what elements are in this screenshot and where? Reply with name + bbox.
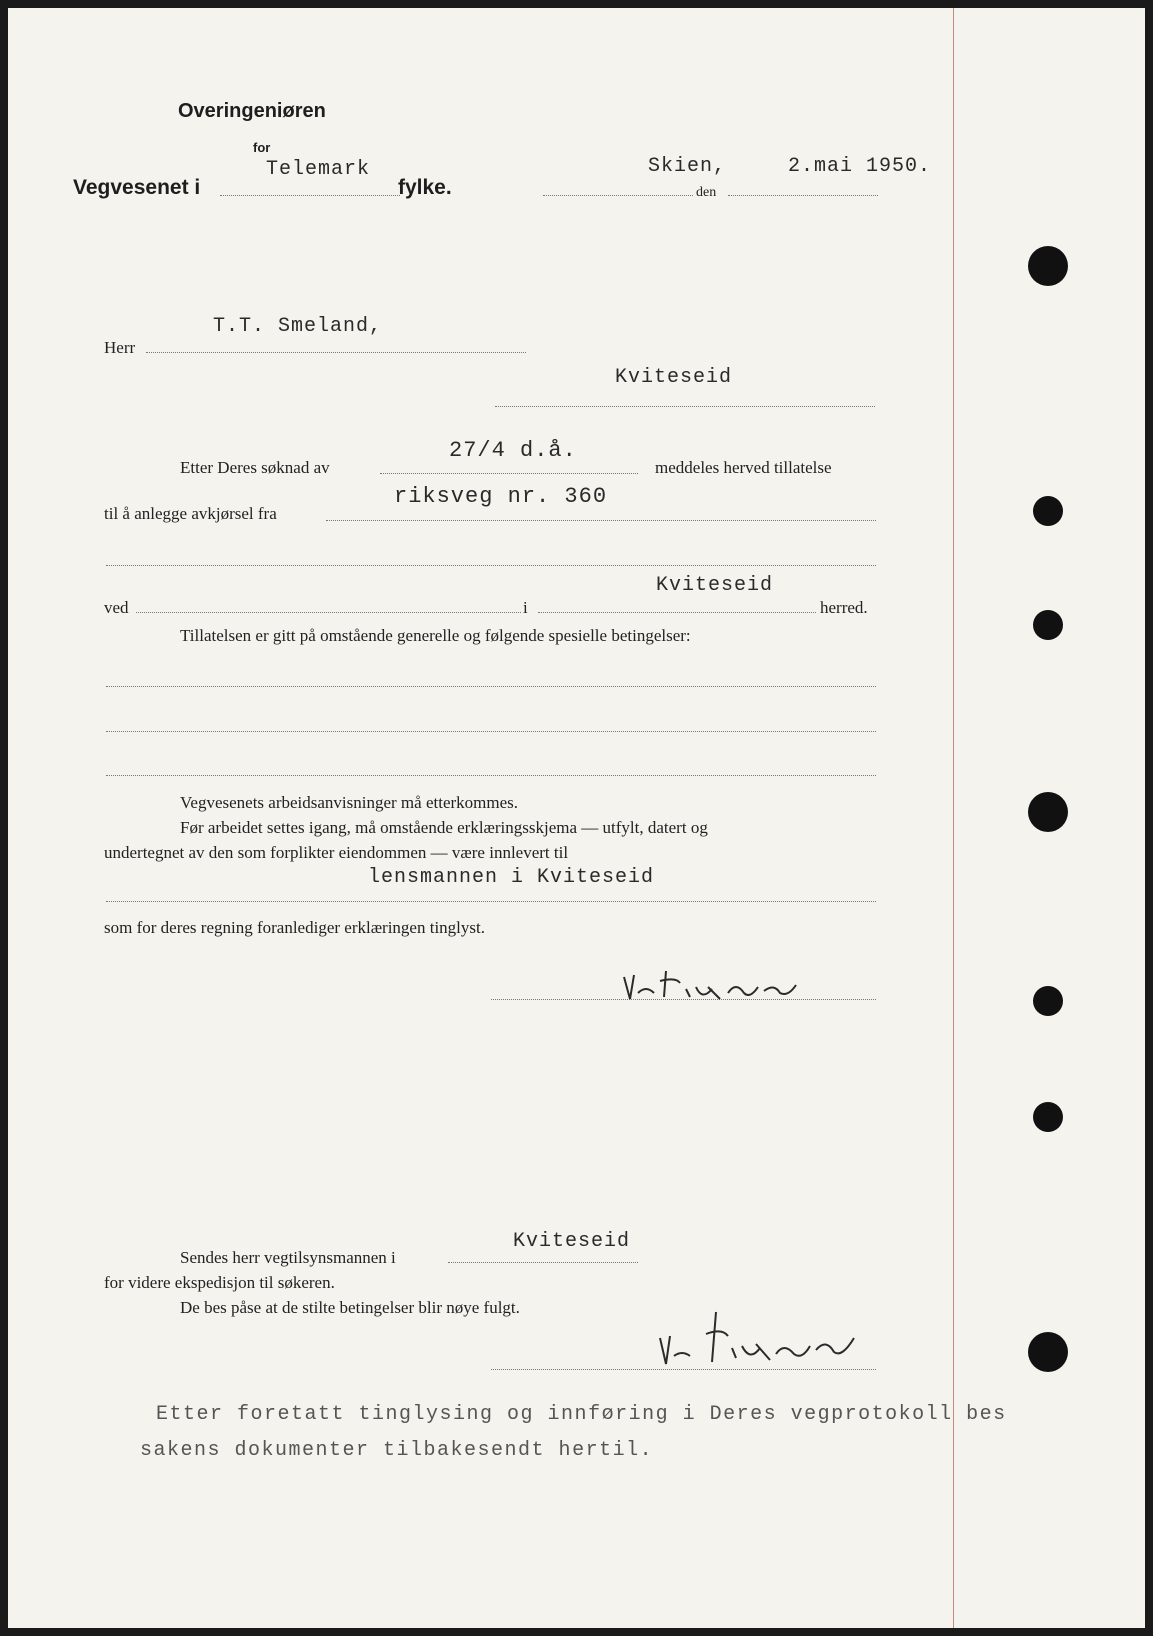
- application-date-line: [380, 473, 638, 474]
- footer-note-line-2: sakens dokumenter tilbakesendt hertil.: [140, 1439, 654, 1462]
- recipient-office-line: [106, 901, 876, 902]
- conditions-intro: Tillatelsen er gitt på omstående generelle og følgende spesielle betingelser:: [180, 626, 691, 645]
- county-line: [220, 195, 400, 196]
- punch-hole: [1028, 792, 1068, 832]
- forwarding-place: Kviteseid: [513, 1230, 631, 1253]
- purpose-label: til å anlegge avkjørsel fra: [104, 504, 277, 523]
- red-margin-line: [953, 8, 954, 1628]
- condition-line: [106, 731, 876, 732]
- signature-1: [620, 963, 840, 1008]
- punch-hole: [1028, 246, 1068, 286]
- punch-hole: [1033, 986, 1063, 1016]
- application-date: 27/4 d.å.: [449, 438, 577, 463]
- den-label: den: [696, 185, 717, 200]
- herred-label: herred.: [820, 598, 868, 617]
- signature-2: [656, 1308, 866, 1370]
- punch-hole: [1033, 610, 1063, 640]
- letter-place: Skien,: [648, 155, 727, 178]
- application-intro: Etter Deres søknad av: [180, 458, 330, 477]
- letter-date: 2.mai 1950.: [788, 155, 932, 178]
- condition-line: [106, 775, 876, 776]
- municipality: Kviteseid: [656, 574, 774, 597]
- herr-label: Herr: [104, 338, 136, 357]
- date-line: [728, 195, 878, 196]
- condition-line: [106, 686, 876, 687]
- office-title: Overingeniøren: [178, 100, 326, 122]
- forwarding-line-1: Sendes herr vegtilsynsmannen i: [180, 1248, 396, 1267]
- punch-hole: [1028, 1332, 1068, 1372]
- i-label: i: [523, 598, 528, 617]
- punch-hole: [1033, 1102, 1063, 1132]
- for-label: for: [253, 140, 271, 155]
- recipient-office: lensmannen i Kviteseid: [368, 866, 655, 889]
- instructions-line-1: Vegvesenets arbeidsanvisninger må etterkommes.: [180, 793, 519, 812]
- ved-label: ved: [104, 598, 129, 617]
- place-line: [543, 195, 693, 196]
- name-line: [146, 352, 526, 353]
- instructions-line-2: Før arbeidet settes igang, må omstående erklæringsskjema — utfylt, datert og: [180, 818, 708, 837]
- county-name: Telemark: [266, 158, 371, 181]
- instructions-line-4: som for deres regning foranlediger erklæringen tinglyst.: [104, 918, 485, 937]
- forwarding-line-3: De bes påse at de stilte betingelser blir nøye fulgt.: [180, 1298, 520, 1317]
- blank-line: [106, 565, 876, 566]
- granted-text: meddeles herved tillatelse: [655, 458, 832, 477]
- municipality-line: [538, 612, 816, 613]
- ved-line: [136, 612, 521, 613]
- county-suffix: fylke.: [398, 176, 452, 199]
- forwarding-line-2: for videre ekspedisjon til søkeren.: [104, 1273, 335, 1292]
- agency-prefix: Vegvesenet i: [73, 176, 201, 199]
- road-name: riksveg nr. 360: [394, 484, 608, 509]
- recipient-place: Kviteseid: [615, 366, 733, 389]
- instructions-line-3: undertegnet av den som forplikter eiendommen — være innlevert til: [104, 843, 569, 862]
- road-line: [326, 520, 876, 521]
- recipient-place-line: [495, 406, 875, 407]
- recipient-name: T.T. Smeland,: [213, 315, 383, 338]
- punch-hole: [1033, 496, 1063, 526]
- footer-note-line-1: Etter foretatt tinglysing og innføring i Deres vegprotokoll bes: [156, 1403, 1007, 1426]
- document-page: [8, 8, 1145, 1628]
- forwarding-place-line: [448, 1262, 638, 1263]
